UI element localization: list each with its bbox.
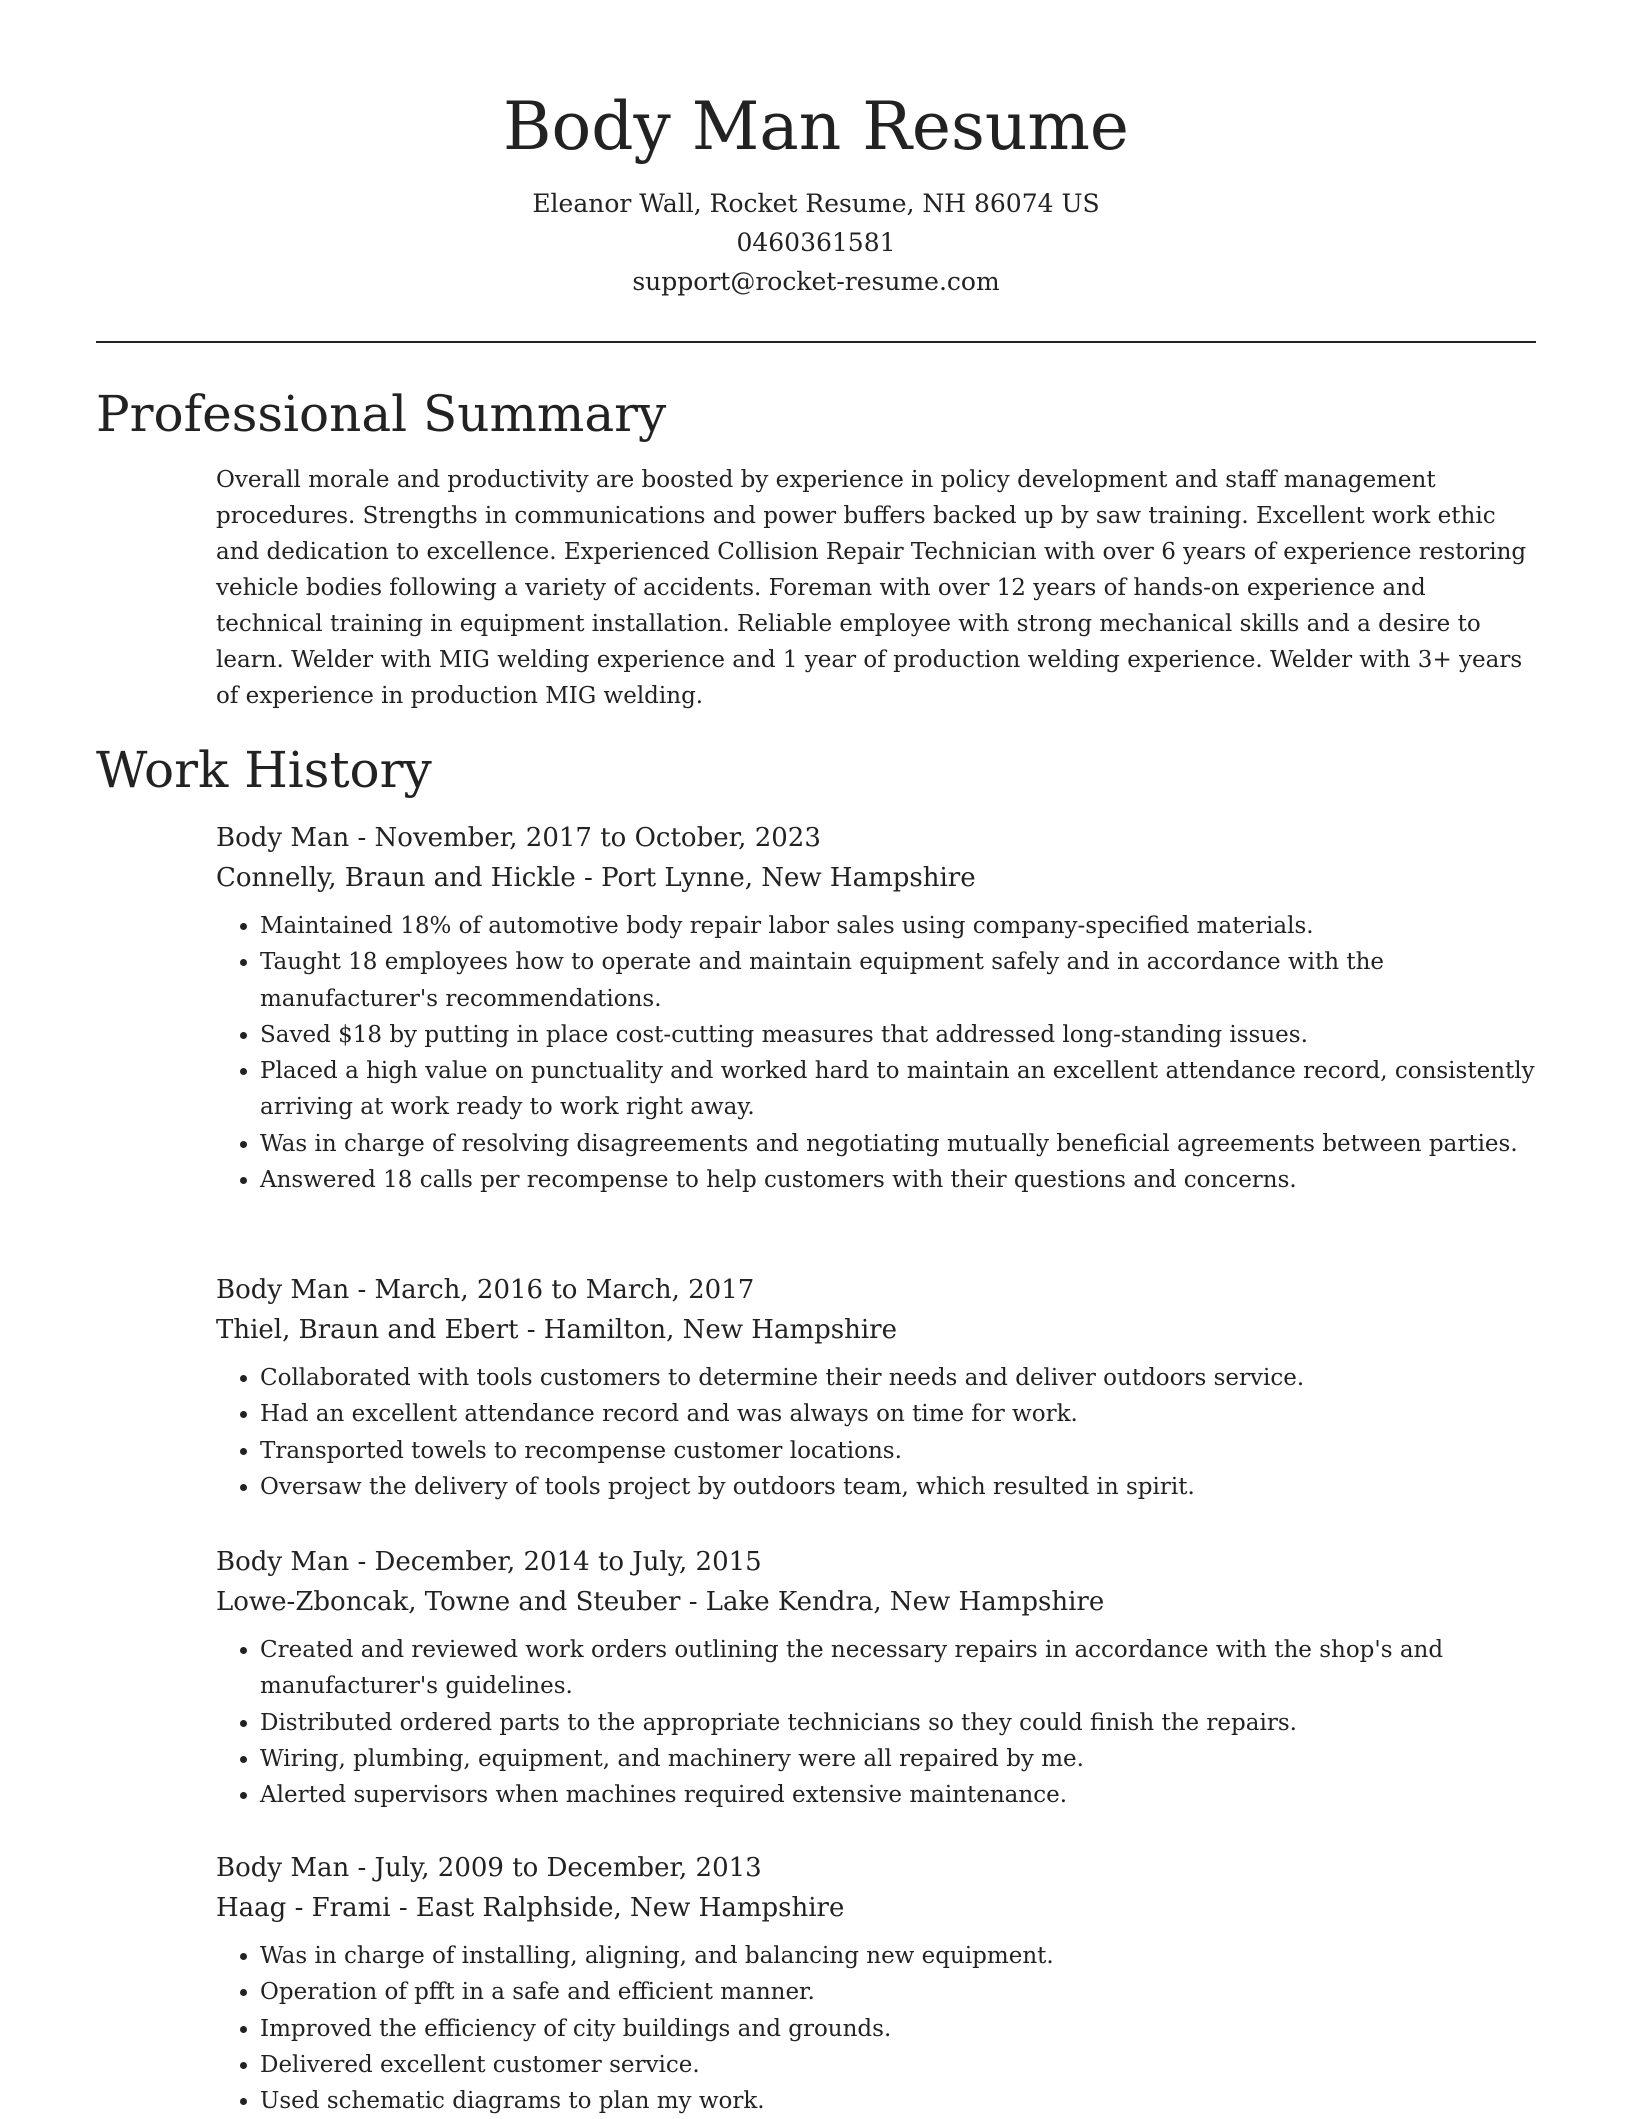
job-bullets bbox=[216, 1632, 1536, 1813]
header-divider bbox=[96, 341, 1536, 343]
work-history-heading: Work History bbox=[96, 741, 432, 799]
job-bullet: • Operation of pfft in a safe and efficient manner. bbox=[260, 1974, 1536, 2010]
job-bullet: • Placed a high value on punctuality and worked hard to maintain an excellent attendance record, consistently arriving at work ready to work right away. bbox=[260, 1053, 1536, 1126]
job-bullet: • Improved the efficiency of city buildings and grounds. bbox=[260, 2011, 1536, 2047]
job-bullet: • Alerted supervisors when machines required extensive maintenance. bbox=[260, 1777, 1536, 1813]
job-bullets bbox=[216, 1938, 1536, 2119]
job-bullet: • Had an excellent attendance record and was always on time for work. bbox=[260, 1396, 1536, 1432]
job-entry bbox=[216, 1270, 1536, 1505]
job-location: - East Ralphside, New Hampshire bbox=[390, 1893, 845, 1923]
job-company: Haag - Frami bbox=[216, 1893, 391, 1923]
job-location: - Lake Kendra, New Hampshire bbox=[680, 1587, 1105, 1617]
job-bullet: • Answered 18 calls per recompense to help customers with their questions and concerns. bbox=[260, 1162, 1536, 1198]
job-bullet: • Distributed ordered parts to the appropriate technicians so they could finish the repairs. bbox=[260, 1705, 1536, 1741]
job-bullet: • Wiring, plumbing, equipment, and machinery were all repaired by me. bbox=[260, 1741, 1536, 1777]
job-entry bbox=[216, 818, 1536, 1198]
job-employer bbox=[216, 1888, 1536, 1928]
resume-title: Body Man Resume bbox=[503, 88, 1129, 165]
contact-phone: 0460361581 bbox=[736, 228, 896, 257]
summary-text: Overall morale and productivity are boosted by experience in policy development and staff management procedures. Strengths in communications and power buffers backed up by saw training. Excellent work ethic and dedication to excellence. Experienced Collision Repair Technician with over 6 years of experience restoring vehicle bodies following a variety of accidents. Foreman with over 12 years of hands-on experience and technical training in equipment installation. Reliable employee with strong mechanical skills and a desire to learn. Welder with MIG welding experience and 1 year of production welding experience. Welder with 3+ years of experience in production MIG welding. bbox=[216, 467, 1527, 709]
job-bullet: • Collaborated with tools customers to determine their needs and deliver outdoors service. bbox=[260, 1360, 1536, 1396]
job-bullets bbox=[216, 1360, 1536, 1505]
job-bullet: • Oversaw the delivery of tools project by outdoors team, which resulted in spirit. bbox=[260, 1469, 1536, 1505]
job-bullet: • Created and reviewed work orders outlining the necessary repairs in accordance with the shop's and manufacturer's guidelines. bbox=[260, 1632, 1536, 1705]
job-employer bbox=[216, 1310, 1536, 1350]
job-location: - Hamilton, New Hampshire bbox=[518, 1315, 897, 1345]
job-title-dates: Body Man - July, 2009 to December, 2013 bbox=[216, 1853, 762, 1883]
job-entry bbox=[216, 1848, 1536, 2119]
job-company: Thiel, Braun and Ebert bbox=[216, 1315, 519, 1345]
summary-heading: Professional Summary bbox=[96, 385, 667, 443]
job-title-dates: Body Man - November, 2017 to October, 2023 bbox=[216, 823, 821, 853]
job-bullet: • Used schematic diagrams to plan my work. bbox=[260, 2083, 1536, 2119]
job-bullet: • Taught 18 employees how to operate and maintain equipment safely and in accordance with the manufacturer's recommendations. bbox=[260, 944, 1536, 1017]
job-bullet: • Maintained 18% of automotive body repair labor sales using company-specified materials. bbox=[260, 908, 1536, 944]
job-company: Connelly, Braun and Hickle bbox=[216, 863, 576, 893]
job-bullet: • Delivered excellent customer service. bbox=[260, 2047, 1536, 2083]
job-bullet: • Transported towels to recompense customer locations. bbox=[260, 1433, 1536, 1469]
job-bullet: • Was in charge of resolving disagreements and negotiating mutually beneficial agreements between parties. bbox=[260, 1126, 1536, 1162]
job-location: - Port Lynne, New Hampshire bbox=[575, 863, 976, 893]
job-title-dates: Body Man - December, 2014 to July, 2015 bbox=[216, 1547, 762, 1577]
job-employer bbox=[216, 1582, 1536, 1622]
job-entry bbox=[216, 1542, 1536, 1813]
job-title-dates: Body Man - March, 2016 to March, 2017 bbox=[216, 1275, 755, 1305]
job-bullets bbox=[216, 908, 1536, 1198]
job-company: Lowe-Zboncak, Towne and Steuber bbox=[216, 1587, 681, 1617]
contact-email: support@rocket-resume.com bbox=[632, 267, 1000, 296]
contact-block bbox=[0, 184, 1632, 301]
job-bullet: • Saved $18 by putting in place cost-cutting measures that addressed long-standing issues. bbox=[260, 1017, 1536, 1053]
job-bullet: • Was in charge of installing, aligning, and balancing new equipment. bbox=[260, 1938, 1536, 1974]
resume-header bbox=[0, 82, 1632, 301]
job-employer bbox=[216, 858, 1536, 898]
contact-address: Eleanor Wall, Rocket Resume, NH 86074 US bbox=[532, 189, 1100, 218]
